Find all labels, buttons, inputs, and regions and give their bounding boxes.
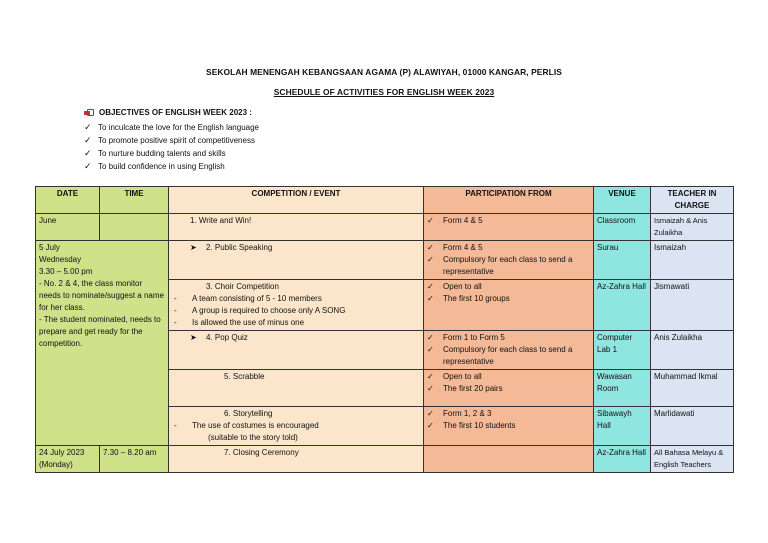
checkmark-icon: ✓ — [427, 216, 434, 225]
time-cell — [100, 214, 169, 241]
teacher-cell: Ismaizah — [651, 241, 734, 280]
schedule-title: SCHEDULE OF ACTIVITIES FOR ENGLISH WEEK 2023 — [273, 87, 495, 97]
teacher-cell: Jismawati — [651, 280, 734, 331]
checkmark-icon: ✓ — [427, 345, 434, 354]
checkmark-icon: ✓ — [427, 255, 434, 264]
checkmark-icon: ✓ — [84, 122, 92, 132]
checkmark-icon: ✓ — [84, 161, 92, 171]
checkmark-icon: ✓ — [84, 148, 92, 158]
header-venue: VENUE — [594, 187, 651, 214]
checkmark-icon: ✓ — [427, 421, 434, 430]
participation-cell: ✓ Form 1 to Form 5 ✓ Compulsory for each class to send a representative — [424, 331, 594, 370]
objective-item: ✓ To nurture budding talents and skills — [84, 148, 226, 158]
checkmark-icon: ✓ — [427, 384, 434, 393]
schedule-table — [35, 186, 734, 473]
objective-item: ✓ To build confidence in using English — [84, 161, 225, 171]
checkmark-icon: ✓ — [427, 372, 434, 381]
date-cell: 24 July 2023 (Monday) — [36, 446, 100, 473]
venue-cell: Sibawayh Hall — [594, 407, 651, 446]
teacher-cell: Muhammad Ikmal — [651, 370, 734, 407]
venue-cell: Computer Lab 1 — [594, 331, 651, 370]
teacher-cell: Marlidawati — [651, 407, 734, 446]
checkmark-icon: ✓ — [427, 333, 434, 342]
venue-cell: Az-Zahra Hall — [594, 446, 651, 473]
arrow-bullet-icon: ➤ — [190, 333, 197, 342]
teacher-cell: Ismaizah & Anis Zulaikha — [651, 214, 734, 241]
table-header-row — [36, 187, 734, 214]
time-cell: 7.30 – 8.20 am — [100, 446, 169, 473]
header-teacher: TEACHER IN CHARGE — [651, 187, 734, 214]
venue-cell: Wawasan Room — [594, 370, 651, 407]
event-cell: ➤ 2. Public Speaking — [169, 241, 424, 280]
venue-cell: Classroom — [594, 214, 651, 241]
header-date: DATE — [36, 187, 100, 214]
objectives-list — [84, 121, 259, 173]
teacher-cell: Anis Zulaikha — [651, 331, 734, 370]
date-cell: June — [36, 214, 100, 241]
table-row — [36, 446, 734, 473]
event-cell: ➤ 4. Pop Quiz — [169, 331, 424, 370]
event-cell: 7. Closing Ceremony — [169, 446, 424, 473]
objectives-heading — [84, 108, 252, 117]
event-cell: 3. Choir Competition - A team consisting of 5 - 10 members - A group is required to choose only A SONG - Is allowed the use of minus one — [169, 280, 424, 331]
event-cell: 1. Write and Win! — [169, 214, 424, 241]
objective-item: ✓ To promote positive spirit of competitiveness — [84, 135, 255, 145]
teacher-cell: All Bahasa Melayu & English Teachers — [651, 446, 734, 473]
participation-cell: ✓ Form 4 & 5 — [424, 214, 594, 241]
checkmark-icon: ✓ — [427, 294, 434, 303]
participation-cell — [424, 446, 594, 473]
header-time: TIME — [100, 187, 169, 214]
header-participation: PARTICIPATION FROM — [424, 187, 594, 214]
checkmark-icon: ✓ — [84, 135, 92, 145]
participation-cell: ✓ Form 1, 2 & 3 ✓ The first 10 students — [424, 407, 594, 446]
date-time-block: 5 July Wednesday 3.30 – 5.00 pm - No. 2 & 4, the class monitor needs to nominate/suggest a name for her class. - The student nominated, needs to prepare and get ready for the competition. — [36, 241, 169, 446]
participation-cell: ✓ Open to all ✓ The first 20 pairs — [424, 370, 594, 407]
objective-item: ✓ To inculcate the love for the English language — [84, 122, 259, 132]
checkmark-icon: ✓ — [427, 409, 434, 418]
venue-cell: Surau — [594, 241, 651, 280]
table-row — [36, 214, 734, 241]
venue-cell: Az-Zahra Hall — [594, 280, 651, 331]
objectives-bullet-icon — [84, 109, 93, 117]
event-cell: 5. Scrabble — [169, 370, 424, 407]
objectives-heading-text: OBJECTIVES OF ENGLISH WEEK 2023 : — [99, 108, 252, 117]
arrow-bullet-icon: ➤ — [190, 243, 197, 252]
participation-cell: ✓ Form 4 & 5 ✓ Compulsory for each class to send a representative — [424, 241, 594, 280]
checkmark-icon: ✓ — [427, 243, 434, 252]
participation-cell: ✓ Open to all ✓ The first 10 groups — [424, 280, 594, 331]
header-event: COMPETITION / EVENT — [169, 187, 424, 214]
school-title: SEKOLAH MENENGAH KEBANGSAAN AGAMA (P) ALAWIYAH, 01000 KANGAR, PERLIS — [206, 67, 562, 77]
checkmark-icon: ✓ — [427, 282, 434, 291]
table-row — [36, 241, 734, 280]
event-cell: 6. Storytelling - The use of costumes is encouraged (suitable to the story told) — [169, 407, 424, 446]
